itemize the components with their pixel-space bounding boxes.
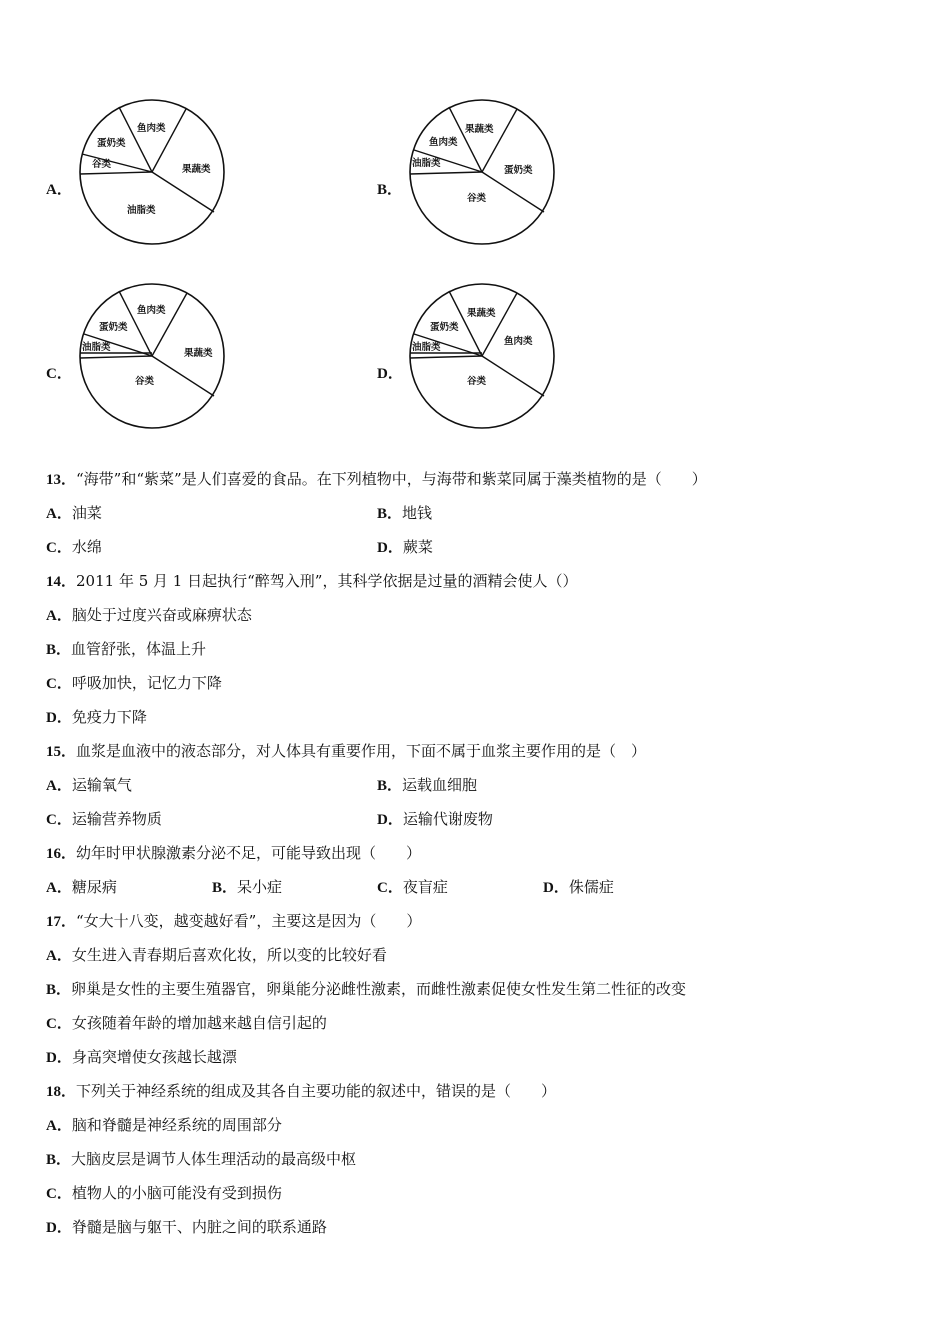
slice-label: 谷类 (467, 193, 487, 204)
option-letter: D． (46, 1220, 72, 1236)
option-letter: A． (46, 1118, 72, 1134)
question-number: 15． (46, 744, 77, 760)
question-number: 13． (46, 472, 77, 488)
option-letter: C． (46, 812, 72, 828)
question-number: 14． (46, 574, 77, 590)
option-text: 蕨菜 (402, 538, 433, 556)
slice-label: 谷类 (135, 376, 155, 387)
option-letter: B． (46, 982, 72, 998)
option-letter: C． (46, 1016, 72, 1032)
option-d (543, 877, 614, 898)
option-b (46, 639, 206, 660)
option-letter: B． (46, 642, 72, 658)
question-13-stem (46, 469, 707, 490)
question-18-stem (46, 1081, 556, 1102)
option-letter: C． (46, 540, 72, 556)
option-letter: A． (46, 608, 72, 624)
option-text: 脑处于过度兴奋或麻痹状态 (71, 606, 252, 624)
question-text: 下列关于神经系统的组成及其各自主要功能的叙述中，错误的是（ ） (76, 1082, 557, 1100)
option-d (377, 537, 433, 558)
pie-chart-a (77, 100, 227, 250)
option-text: 植物人的小脑可能没有受到损伤 (71, 1184, 282, 1202)
question-number: 18． (46, 1084, 77, 1100)
option-letter: B． (377, 506, 403, 522)
option-letter: C． (46, 1186, 72, 1202)
option-text: 运输氧气 (71, 776, 132, 794)
option-letter: A． (46, 778, 72, 794)
option-a (46, 503, 102, 524)
option-b (377, 503, 432, 524)
option-text: 运载血细胞 (402, 776, 478, 794)
slice-label: 油脂类 (82, 342, 111, 353)
option-c-label: C． (46, 366, 72, 382)
option-c (46, 809, 162, 830)
option-letter: A． (46, 948, 72, 964)
question-number: 17． (46, 914, 77, 930)
slice-label: 蛋奶类 (99, 322, 128, 333)
option-text: 大脑皮层是调节人体生理活动的最高级中枢 (71, 1150, 357, 1168)
slice-label: 谷类 (467, 376, 487, 387)
option-letter: C． (377, 880, 403, 896)
option-a (46, 1115, 282, 1136)
option-text: 卵巢是女性的主要生殖器官，卵巢能分泌雌性激素，而雌性激素促使女性发生第二性征的改变 (71, 980, 687, 998)
option-letter: D． (46, 1050, 72, 1066)
option-b (377, 775, 477, 796)
option-text: 油菜 (71, 504, 102, 522)
question-text: 2011 年 5 月 1 日起执行“醉驾入刑”，其科学依据是过量的酒精会使人（） (76, 572, 578, 590)
option-letter: B． (46, 1152, 72, 1168)
option-d (46, 1217, 327, 1238)
option-letter: D． (543, 880, 569, 896)
pie-chart-d (407, 284, 557, 434)
pie-chart-b (407, 100, 557, 250)
option-text: 运输代谢废物 (402, 810, 493, 828)
slice-label: 蛋奶类 (97, 138, 126, 149)
option-c (46, 673, 222, 694)
slice-label: 果蔬类 (184, 348, 213, 359)
question-text: “女大十八变，越变越好看”，主要这是因为（ ） (76, 912, 422, 930)
option-text: 运输营养物质 (71, 810, 162, 828)
question-number: 16． (46, 846, 77, 862)
option-text: 呼吸加快，记忆力下降 (71, 674, 222, 692)
option-letter: A． (46, 880, 72, 896)
option-text: 水绵 (71, 538, 102, 556)
option-text: 糖尿病 (71, 878, 117, 896)
option-letter: D． (377, 812, 403, 828)
option-letter: B． (377, 778, 403, 794)
slice-label: 蛋奶类 (430, 322, 459, 333)
slice-label: 果蔬类 (182, 164, 211, 175)
slice-label: 油脂类 (412, 342, 441, 353)
slice-label: 鱼肉类 (137, 123, 166, 134)
question-text: 幼年时甲状腺激素分泌不足，可能导致出现（ ） (76, 844, 422, 862)
option-text: 女孩随着年龄的增加越来越自信引起的 (71, 1014, 327, 1032)
option-text: 身高突增使女孩越长越漂 (71, 1048, 237, 1066)
option-b (212, 877, 282, 898)
option-b-label: B． (377, 182, 403, 198)
option-a (46, 945, 387, 966)
slice-label: 谷类 (92, 159, 112, 170)
option-letter: D． (377, 540, 403, 556)
question-15-stem (46, 741, 646, 762)
option-b (46, 1149, 356, 1170)
option-d (377, 809, 493, 830)
option-c (377, 877, 448, 898)
slice-label: 蛋奶类 (504, 165, 533, 176)
slice-label: 鱼肉类 (137, 305, 166, 316)
option-text: 血管舒张，体温上升 (71, 640, 207, 658)
option-a-label: A． (46, 182, 72, 198)
slice-label: 果蔬类 (467, 308, 496, 319)
option-text: 脑和脊髓是神经系统的周围部分 (71, 1116, 282, 1134)
question-text: “海带”和“紫菜”是人们喜爱的食品。在下列植物中，与海带和紫菜同属于藻类植物的是（ ） (76, 470, 707, 488)
slice-label: 鱼肉类 (504, 336, 533, 347)
pie-chart-c (77, 284, 227, 434)
option-letter: A． (46, 506, 72, 522)
question-16-stem (46, 843, 421, 864)
option-text: 免疫力下降 (71, 708, 147, 726)
slice-label: 鱼肉类 (429, 137, 458, 148)
option-text: 侏儒症 (568, 878, 614, 896)
option-text: 夜盲症 (402, 878, 448, 896)
option-a (46, 877, 117, 898)
option-text: 呆小症 (237, 878, 283, 896)
option-letter: C． (46, 676, 72, 692)
option-text: 女生进入青春期后喜欢化妆，所以变的比较好看 (71, 946, 387, 964)
option-d-label: D． (377, 366, 403, 382)
option-letter: D． (46, 710, 72, 726)
question-14-stem (46, 571, 577, 592)
option-d (46, 1047, 237, 1068)
option-text: 地钱 (402, 504, 433, 522)
option-c (46, 537, 102, 558)
option-c (46, 1013, 327, 1034)
slice-label: 油脂类 (412, 158, 441, 169)
slice-label: 果蔬类 (465, 124, 494, 135)
option-b (46, 979, 686, 1000)
option-letter: B． (212, 880, 238, 896)
option-c (46, 1183, 282, 1204)
option-text: 脊髓是脑与躯干、内脏之间的联系通路 (71, 1218, 327, 1236)
option-a (46, 775, 132, 796)
slice-label: 油脂类 (127, 205, 156, 216)
option-d (46, 707, 147, 728)
option-a (46, 605, 252, 626)
question-text: 血浆是血液中的液态部分，对人体具有重要作用，下面不属于血浆主要作用的是（ ） (76, 742, 647, 760)
question-17-stem (46, 911, 421, 932)
